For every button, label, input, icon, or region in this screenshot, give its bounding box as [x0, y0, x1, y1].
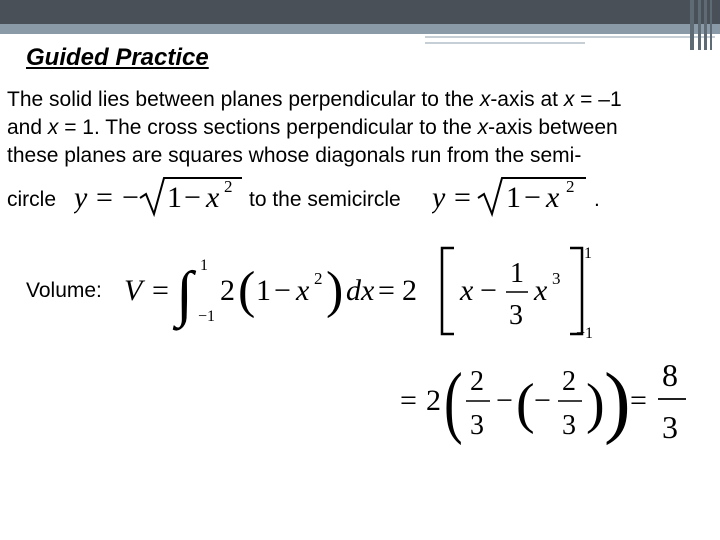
svg-text:=: =: [378, 274, 395, 307]
svg-text:(: (: [238, 262, 256, 319]
problem-paragraph: [7, 86, 715, 170]
upper-semicircle-equation: [432, 170, 592, 225]
svg-text:=: =: [96, 181, 113, 214]
svg-text:): ): [586, 373, 605, 435]
svg-text:x: x: [206, 181, 220, 214]
svg-text:−: −: [184, 181, 201, 214]
volume-result-equation: [398, 352, 698, 457]
paragraph-line-3: these planes are squares whose diagonals run from the semi-: [7, 144, 582, 167]
svg-text:V: V: [124, 274, 143, 307]
svg-text:1: 1: [510, 258, 524, 289]
svg-text:y: y: [432, 181, 446, 214]
period: .: [594, 188, 600, 211]
svg-text:−1: −1: [198, 308, 216, 325]
svg-text:−: −: [480, 274, 497, 307]
period-text: [594, 188, 600, 212]
svg-text:3: 3: [470, 410, 484, 441]
svg-text:1: 1: [256, 274, 271, 307]
svg-text:2: 2: [562, 366, 576, 397]
svg-text:∫: ∫: [176, 260, 193, 328]
lower-semicircle-equation: [74, 170, 244, 225]
svg-text:=: =: [152, 274, 169, 307]
circle-word: circle: [7, 188, 57, 211]
svg-text:2: 2: [426, 384, 441, 417]
slide-title: Guided Practice: [26, 44, 209, 71]
svg-text:−: −: [496, 384, 513, 417]
svg-text:1: 1: [200, 257, 208, 274]
svg-text:1: 1: [506, 181, 521, 214]
svg-text:3: 3: [509, 300, 523, 331]
semicircle-row: [7, 188, 56, 212]
svg-text:8: 8: [662, 357, 678, 393]
svg-text:y: y: [74, 181, 88, 214]
svg-text:=: =: [454, 181, 471, 214]
svg-text:): ): [604, 358, 631, 446]
svg-text:3: 3: [662, 409, 678, 445]
svg-text:−: −: [524, 181, 541, 214]
slide-header-decoration: [0, 0, 720, 50]
svg-text:−: −: [534, 384, 551, 417]
svg-text:): ): [326, 262, 344, 319]
svg-text:(: (: [444, 356, 463, 446]
svg-text:−: −: [122, 181, 139, 214]
svg-text:x: x: [296, 274, 310, 307]
svg-text:(: (: [516, 373, 535, 435]
svg-text:2: 2: [220, 274, 235, 307]
svg-text:2: 2: [314, 269, 323, 288]
to-semicircle-label: to the semicircle: [249, 188, 401, 211]
svg-text:dx: dx: [346, 274, 375, 307]
svg-text:2: 2: [224, 177, 233, 196]
svg-text:2: 2: [402, 274, 417, 307]
svg-text:=: =: [630, 384, 647, 417]
volume-integral-equation: [120, 238, 600, 353]
to-semicircle-text: [249, 188, 401, 212]
svg-text:−: −: [274, 274, 291, 307]
svg-text:2: 2: [566, 177, 575, 196]
svg-text:1: 1: [167, 181, 182, 214]
paragraph-line-1: The solid lies between planes perpendicular to the x-axis at x = –1: [7, 88, 622, 111]
svg-text:3: 3: [552, 269, 561, 288]
svg-text:=: =: [400, 384, 417, 417]
svg-text:2: 2: [470, 366, 484, 397]
volume-label: Volume:: [26, 279, 102, 302]
paragraph-line-2: and x = 1. The cross sections perpendicular to the x-axis between: [7, 116, 618, 139]
svg-text:x: x: [546, 181, 560, 214]
svg-text:1: 1: [584, 245, 592, 262]
svg-text:−1: −1: [576, 325, 594, 342]
svg-text:3: 3: [562, 410, 576, 441]
svg-text:x: x: [534, 274, 548, 307]
svg-text:x: x: [460, 274, 474, 307]
